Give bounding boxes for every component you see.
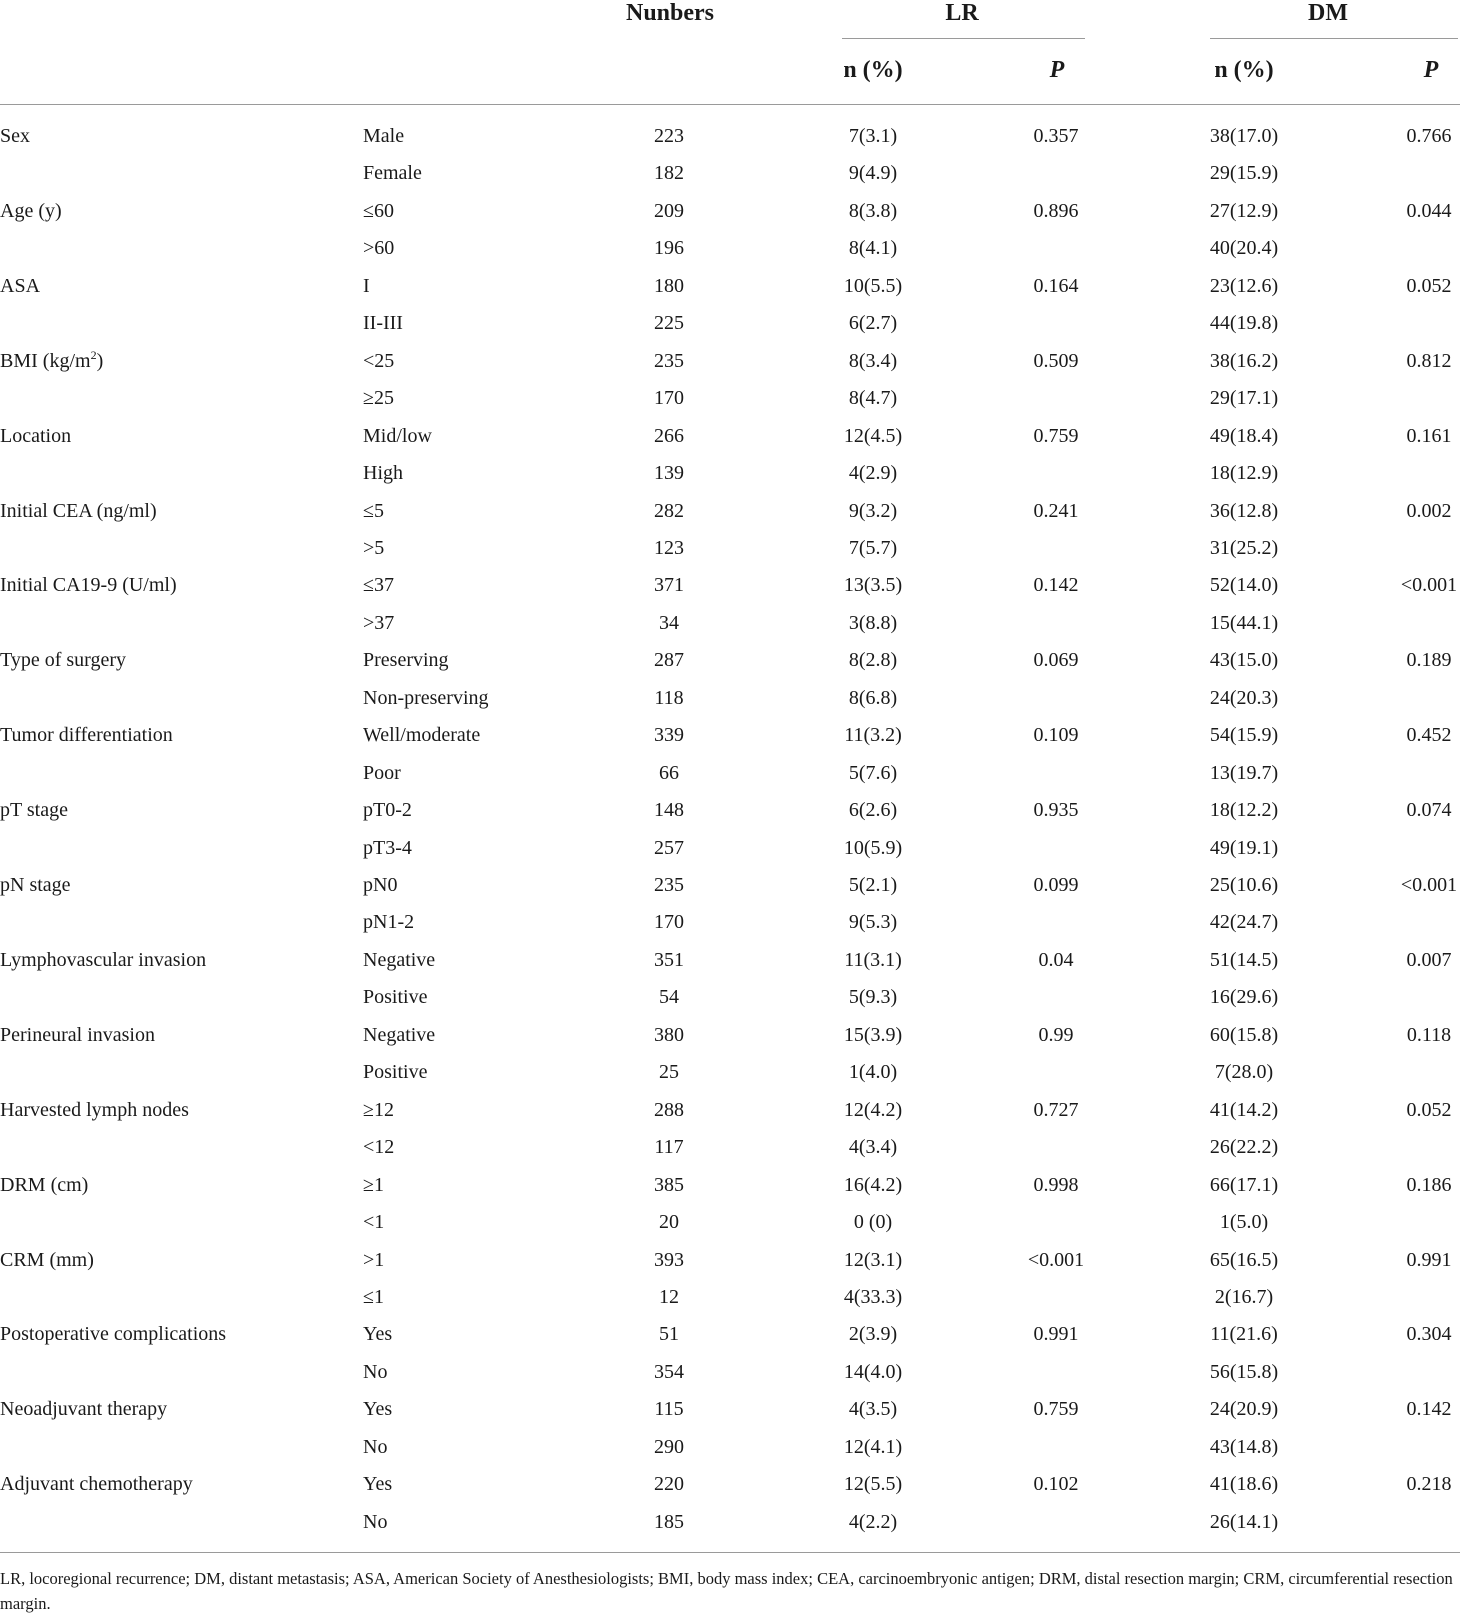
cell-lr-p: 0.109 [1033,724,1079,746]
cell-lr-n: 12(3.1) [843,1249,903,1271]
cell-dm-n: 18(12.9) [1209,462,1279,484]
cell-category: ≥12 [363,1099,394,1121]
cell-category: >60 [363,237,395,259]
cell-category: ≤37 [363,574,394,596]
cell-category: Mid/low [363,425,432,447]
cell-dm-n: 18(12.2) [1209,799,1279,821]
header-lr: LR [945,0,979,26]
cell-lr-n: 8(3.4) [848,350,898,372]
cell-variable: Age (y) [0,200,62,222]
cell-number: 225 [654,312,684,334]
cell-dm-p: <0.001 [1400,874,1458,896]
cell-lr-n: 4(2.9) [848,462,898,484]
cell-category: Non-preserving [363,687,489,709]
cell-dm-n: 44(19.8) [1209,312,1279,334]
cell-dm-n: 38(16.2) [1209,350,1279,372]
cell-dm-n: 60(15.8) [1209,1024,1279,1046]
cell-variable: Location [0,425,72,447]
cell-number: 170 [654,911,684,933]
cell-variable: Perineural invasion [0,1024,155,1046]
cell-lr-n: 4(2.2) [848,1511,898,1533]
cell-number: 66 [659,762,679,784]
cell-lr-p: 0.991 [1033,1323,1079,1345]
cell-dm-n: 51(14.5) [1209,949,1279,971]
cell-category: ≤1 [363,1286,384,1308]
cell-category: No [363,1361,388,1383]
cell-number: 54 [659,986,679,1008]
cell-lr-p: 0.142 [1033,574,1079,596]
cell-dm-p: 0.991 [1406,1249,1452,1271]
cell-lr-p: 0.998 [1033,1174,1079,1196]
cell-lr-n: 7(5.7) [848,537,898,559]
cell-number: 235 [654,874,684,896]
cell-dm-n: 2(16.7) [1214,1286,1274,1308]
cell-variable: Tumor differentiation [0,724,173,746]
cell-lr-n: 11(3.1) [844,949,902,971]
cell-category: Positive [363,986,428,1008]
cell-number: 51 [659,1323,679,1345]
cell-dm-n: 52(14.0) [1209,574,1279,596]
cell-lr-n: 9(5.3) [848,911,898,933]
cell-variable: pN stage [0,874,71,896]
cell-number: 25 [659,1061,679,1083]
cell-dm-n: 1(5.0) [1219,1211,1269,1233]
cell-number: 148 [654,799,684,821]
cell-lr-p: 0.04 [1038,949,1074,971]
cell-lr-n: 8(4.1) [848,237,898,259]
cell-category: >1 [363,1249,385,1271]
header-bottom-rule [0,104,1460,105]
cell-lr-p: 0.102 [1033,1473,1079,1495]
cell-lr-n: 13(3.5) [843,574,903,596]
cell-dm-n: 24(20.9) [1209,1398,1279,1420]
cell-number: 339 [654,724,684,746]
cell-dm-p: 0.142 [1406,1398,1452,1420]
cell-dm-n: 43(15.0) [1209,649,1279,671]
cell-lr-p: 0.164 [1033,275,1079,297]
cell-category: <12 [363,1136,395,1158]
cell-category: ≤60 [363,200,394,222]
cell-lr-n: 10(5.9) [843,837,903,859]
cell-lr-n: 11(3.2) [844,724,902,746]
cell-lr-p: 0.357 [1033,125,1079,147]
cell-category: Well/moderate [363,724,481,746]
cell-lr-n: 8(3.8) [848,200,898,222]
cell-number: 235 [654,350,684,372]
cell-dm-p: 0.007 [1406,949,1452,971]
cell-dm-n: 29(17.1) [1209,387,1279,409]
cell-variable-with-sup [0,348,104,372]
cell-variable: Sex [0,125,30,147]
cell-variable: DRM (cm) [0,1174,89,1196]
cell-number: 139 [654,462,684,484]
cell-lr-p: 0.759 [1033,1398,1079,1420]
cell-number: 185 [654,1511,684,1533]
cell-dm-n: 65(16.5) [1209,1249,1279,1271]
cell-category: >37 [363,612,395,634]
cell-variable: CRM (mm) [0,1249,94,1271]
cell-number: 288 [654,1099,684,1121]
cell-lr-n: 5(7.6) [848,762,898,784]
cell-dm-n: 40(20.4) [1209,237,1279,259]
cell-number: 290 [654,1436,684,1458]
cell-category: <1 [363,1211,385,1233]
header-lr-n-pct: n (%) [843,57,903,83]
cell-dm-p: 0.002 [1406,500,1452,522]
cell-dm-p: 0.812 [1406,350,1452,372]
cell-number: 118 [654,687,684,709]
cell-category: Female [363,162,422,184]
cell-category: Yes [363,1398,393,1420]
cell-dm-n: 41(18.6) [1209,1473,1279,1495]
cell-dm-n: 38(17.0) [1209,125,1279,147]
cell-number: 354 [654,1361,684,1383]
cell-lr-n: 7(3.1) [848,125,898,147]
cell-lr-n: 12(4.5) [843,425,903,447]
cell-dm-n: 24(20.3) [1209,687,1279,709]
cell-dm-n: 31(25.2) [1209,537,1279,559]
cell-lr-n: 0 (0) [853,1211,893,1233]
header-numbers: Nunbers [625,0,715,26]
cell-number: 115 [654,1398,684,1420]
cell-number: 34 [659,612,679,634]
cell-dm-n: 66(17.1) [1209,1174,1279,1196]
cell-category: Yes [363,1473,393,1495]
cell-number: 20 [659,1211,679,1233]
cell-number: 282 [654,500,684,522]
cell-dm-n: 13(19.7) [1209,762,1279,784]
cell-lr-n: 5(9.3) [848,986,898,1008]
cell-lr-n: 4(33.3) [843,1286,903,1308]
cell-lr-n: 15(3.9) [843,1024,903,1046]
cell-number: 393 [654,1249,684,1271]
cell-lr-n: 4(3.5) [848,1398,898,1420]
cell-dm-p: 0.766 [1406,125,1452,147]
cell-variable: Harvested lymph nodes [0,1099,189,1121]
cell-category: pN0 [363,874,398,896]
cell-lr-p: 0.759 [1033,425,1079,447]
cell-lr-p: 0.99 [1038,1024,1074,1046]
cell-dm-n: 42(24.7) [1209,911,1279,933]
cell-category: ≥1 [363,1174,384,1196]
table-bottom-rule [0,1552,1460,1553]
cell-lr-n: 6(2.6) [848,799,898,821]
cell-lr-n: 6(2.7) [848,312,898,334]
cell-dm-n: 26(22.2) [1209,1136,1279,1158]
cell-number: 182 [654,162,684,184]
cell-lr-p: <0.001 [1027,1249,1085,1271]
cell-number: 12 [659,1286,679,1308]
variable-superscript: 2 [90,348,97,362]
cell-category: Yes [363,1323,393,1345]
cell-lr-n: 5(2.1) [848,874,898,896]
cell-category: pT3-4 [363,837,412,859]
cell-dm-n: 54(15.9) [1209,724,1279,746]
cell-dm-p: 0.052 [1406,275,1452,297]
cell-number: 257 [654,837,684,859]
cell-category: I [363,275,370,297]
cell-dm-p: 0.052 [1406,1099,1452,1121]
cell-lr-n: 8(6.8) [848,687,898,709]
cell-variable: Initial CA19-9 (U/ml) [0,574,177,596]
cell-category: Male [363,125,405,147]
cell-variable: Type of surgery [0,649,126,671]
cell-dm-p: 0.452 [1406,724,1452,746]
cell-dm-n: 23(12.6) [1209,275,1279,297]
cell-dm-n: 43(14.8) [1209,1436,1279,1458]
cell-lr-n: 16(4.2) [843,1174,903,1196]
cell-dm-p: 0.044 [1406,200,1452,222]
cell-lr-n: 4(3.4) [848,1136,898,1158]
cell-dm-p: 0.074 [1406,799,1452,821]
cell-category: Positive [363,1061,428,1083]
cell-variable: pT stage [0,799,68,821]
cell-number: 196 [654,237,684,259]
cell-category: Negative [363,1024,436,1046]
cell-category: Preserving [363,649,449,671]
cell-category: >5 [363,537,385,559]
cell-lr-n: 14(4.0) [843,1361,903,1383]
cell-number: 220 [654,1473,684,1495]
cell-dm-n: 11(21.6) [1210,1323,1278,1345]
cell-lr-p: 0.099 [1033,874,1079,896]
cell-dm-n: 56(15.8) [1209,1361,1279,1383]
header-lr-p: P [1049,57,1065,83]
cell-dm-n: 7(28.0) [1214,1061,1274,1083]
cell-lr-n: 9(4.9) [848,162,898,184]
cell-dm-n: 16(29.6) [1209,986,1279,1008]
cell-dm-p: <0.001 [1400,574,1458,596]
cell-dm-p: 0.218 [1406,1473,1452,1495]
cell-dm-n: 27(12.9) [1209,200,1279,222]
cell-dm-p: 0.186 [1406,1174,1452,1196]
cell-lr-n: 12(4.2) [843,1099,903,1121]
cell-lr-p: 0.935 [1033,799,1079,821]
cell-lr-p: 0.727 [1033,1099,1079,1121]
header-dm-p: P [1423,57,1439,83]
cell-number: 385 [654,1174,684,1196]
cell-lr-p: 0.509 [1033,350,1079,372]
cell-dm-n: 15(44.1) [1209,612,1279,634]
cell-category: No [363,1436,388,1458]
cell-dm-n: 25(10.6) [1209,874,1279,896]
cell-number: 287 [654,649,684,671]
variable-tail: ) [96,350,104,372]
table-footnote: LR, locoregional recurrence; DM, distant metastasis; ASA, American Society of Anesthesiologists; BMI, body mass index; CEA, carcinoembryonic antigen; DRM, distal resection margin; CRM, circumferential resection margin. [0,1569,1453,1613]
cell-variable: Neoadjuvant therapy [0,1398,168,1420]
header-dm: DM [1308,0,1348,26]
cell-variable: Adjuvant chemotherapy [0,1473,193,1495]
cell-category: ≤5 [363,500,384,522]
cell-variable: ASA [0,275,41,297]
variable-text: BMI (kg/m [0,350,91,372]
cell-lr-n: 3(8.8) [848,612,898,634]
cell-number: 170 [654,387,684,409]
cell-lr-n: 8(4.7) [848,387,898,409]
cell-category: Poor [363,762,401,784]
cell-category: High [363,462,403,484]
cell-category: pN1-2 [363,911,415,933]
cell-number: 266 [654,425,684,447]
cell-number: 180 [654,275,684,297]
cell-lr-n: 9(3.2) [848,500,898,522]
cell-lr-n: 1(4.0) [848,1061,898,1083]
cell-number: 223 [654,125,684,147]
header-dm-n-pct: n (%) [1214,57,1274,83]
cell-number: 371 [654,574,684,596]
cell-dm-n: 41(14.2) [1209,1099,1279,1121]
cell-lr-n: 12(5.5) [843,1473,903,1495]
cell-dm-n: 26(14.1) [1209,1511,1279,1533]
cell-number: 351 [654,949,684,971]
cell-variable: Lymphovascular invasion [0,949,207,971]
cell-dm-n: 36(12.8) [1209,500,1279,522]
cell-category: <25 [363,350,395,372]
cell-lr-p: 0.896 [1033,200,1079,222]
cell-dm-n: 49(18.4) [1209,425,1279,447]
cell-number: 380 [654,1024,684,1046]
cell-category: Negative [363,949,436,971]
cell-dm-n: 49(19.1) [1209,837,1279,859]
cell-category: ≥25 [363,387,394,409]
cell-lr-n: 2(3.9) [848,1323,898,1345]
dm-span-rule [1210,38,1458,39]
cell-number: 209 [654,200,684,222]
cell-dm-p: 0.189 [1406,649,1452,671]
cell-dm-p: 0.304 [1406,1323,1452,1345]
cell-lr-p: 0.241 [1033,500,1079,522]
cell-lr-n: 10(5.5) [843,275,903,297]
cell-number: 117 [654,1136,684,1158]
cell-variable: Postoperative complications [0,1323,227,1345]
lr-span-rule [842,38,1085,39]
cell-lr-p: 0.069 [1033,649,1079,671]
cell-dm-n: 29(15.9) [1209,162,1279,184]
cell-category: pT0-2 [363,799,412,821]
cell-number: 123 [654,537,684,559]
cell-category: II-III [363,312,403,334]
cell-variable: Initial CEA (ng/ml) [0,500,157,522]
cell-category: No [363,1511,388,1533]
cell-lr-n: 12(4.1) [843,1436,903,1458]
cell-dm-p: 0.118 [1406,1024,1452,1046]
cell-dm-p: 0.161 [1406,425,1452,447]
cell-lr-n: 8(2.8) [848,649,898,671]
